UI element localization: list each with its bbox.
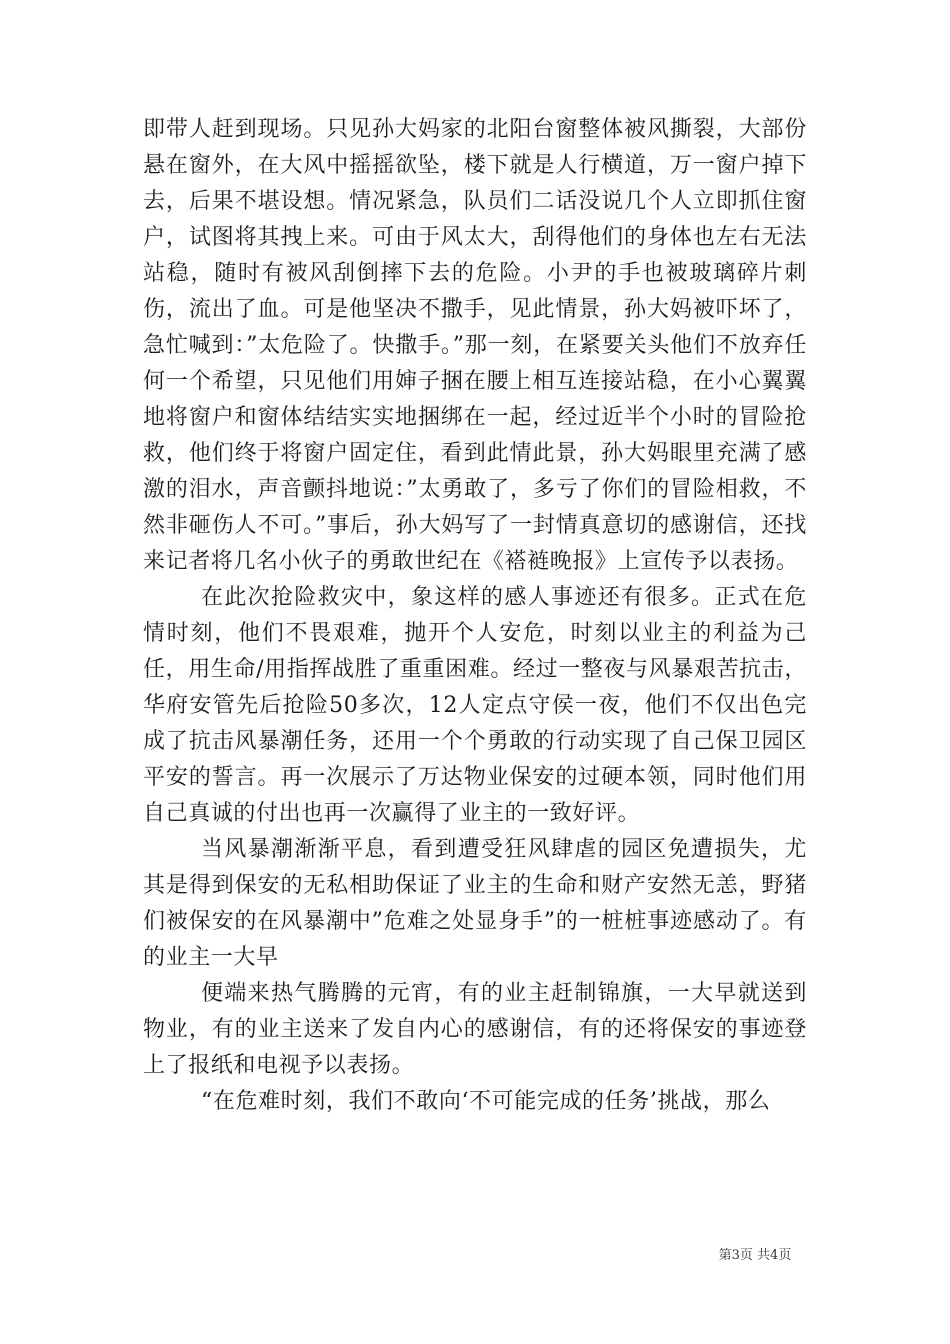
paragraph-owners-moved: 当风暴潮渐渐平息，看到遭受狂风肆虐的园区免遭损失，尤其是得到保安的无私相助保证了业主的生命和财产安然无恙，野猪们被保安的在风暴潮中”危难之处显身手”的一桩桩事迹感动了。有的业主一大早: [143, 837, 807, 970]
page-number: 第3页 共4页: [718, 1248, 792, 1263]
paragraph-quote: “在危难时刻，我们不敢向‘不可能完成的任务’挑战，那么: [201, 1089, 771, 1114]
document-body: [143, 112, 807, 1120]
paragraph-rescue-story: 即带人赶到现场。只见孙大妈家的北阳台窗整体被风撕裂，大部份悬在窗外，在大风中摇摇欲坠，楼下就是人行横道，万一窗户掉下去，后果不堪设想。情况紧急，队员们二话没说几个人立即抓住窗户，试图将其拽上来。可由于风太大，刮得他们的身体也左右无法站稳，随时有被风刮倒摔下去的危险。小尹的手也被玻璃碎片刺伤，流出了血。可是他坚决不撒手，见此情景，孙大妈被吓坏了，急忙喊到：”太危险了。快撒手。”那一刻，在紧要关头他们不放弃任何一个希望，只见他们用婶子捆在腰上相互连接站稳，在小心翼翼地将窗户和窗体结结实实地捆绑在一起，经过近半个小时的冒险抢救，他们终于将窗户固定住，看到此情此景，孙大妈眼里充满了感激的泪水，声音颤抖地说：”太勇敢了，多亏了你们的冒险相救，不然非砸伤人不可。”事后，孙大妈写了一封情真意切的感谢信，还找来记者将几名小伙子的勇敢世纪在《褡裢晚报》上宣传予以表扬。: [143, 117, 807, 574]
page-footer: [0, 1244, 950, 1263]
paragraph-rescue-summary: 在此次抢险救灾中，象这样的感人事迹还有很多。正式在危情时刻，他们不畏艰难，抛开个人安危，时刻以业主的利益为己任，用生命/用指挥战胜了重重困难。经过一整夜与风暴艰苦抗击，华府安管先后抢险50多次，12人定点守侯一夜，他们不仅出色完成了抗击风暴潮任务，还用一个个勇敢的行动实现了自己保卫园区平安的誓言。再一次展示了万达物业保安的过硬本领，同时他们用自己真诚的付出也再一次赢得了业主的一致好评。: [143, 585, 807, 826]
paragraph-owners-thanks: 便端来热气腾腾的元宵，有的业主赶制锦旗，一大早就送到物业，有的业主送来了发自内心的感谢信，有的还将保安的事迹登上了报纸和电视予以表扬。: [143, 981, 807, 1078]
